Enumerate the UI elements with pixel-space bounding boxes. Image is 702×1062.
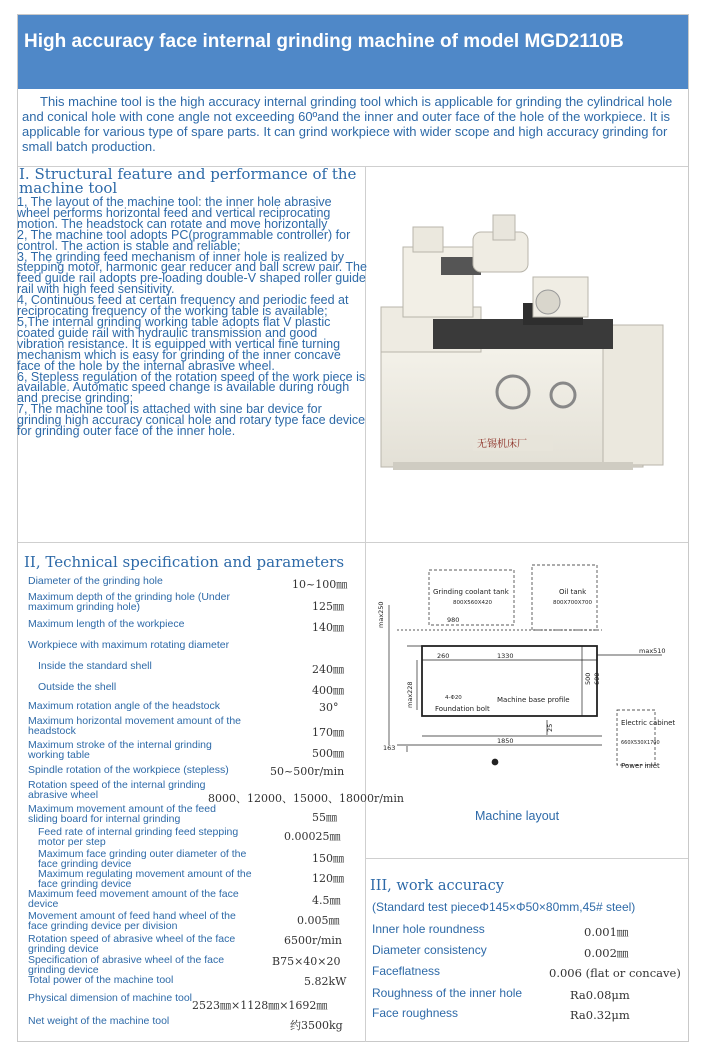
spec-label: Feed rate of internal grinding feed stepping motor per step xyxy=(38,826,239,848)
dim-228: max228 xyxy=(406,681,414,708)
spec-label: Maximum feed movement amount of the face device xyxy=(28,888,239,910)
spec-label: Physical dimension of machine tool xyxy=(28,992,193,1004)
layout-label-base: Machine base profile xyxy=(497,696,570,704)
feature-item: 6, Stepless regulation of the rotation speed of the work piece is available. Automatic speed change is available during rough and precise grinding; xyxy=(17,369,366,406)
layout-label-coolant-dim: 800X560X420 xyxy=(453,600,493,606)
spec-value: 120㎜ xyxy=(312,872,344,885)
spec-value: 400㎜ xyxy=(312,684,344,697)
layout-label-cabinet: Electric cabinet xyxy=(621,719,676,727)
spec-value: B75×40×20 xyxy=(272,955,341,968)
spec-value: 8000、12000、15000、18000r/min xyxy=(208,792,404,805)
page-title: High accuracy face internal grinding machine of model MGD2110B xyxy=(24,31,624,52)
layout-label-coolant: Grinding coolant tank xyxy=(433,588,509,596)
spec-label: Inside the standard shell xyxy=(38,660,152,672)
intro-paragraph: This machine tool is the high accuracy internal grinding tool which is applicable for grinding the cylindrical hole and conical hole with cone angle not exceeding 60ºand the inner and outer face of the hole of the workpiece. It is applicable for various type of spare parts. It can grind workpiece with wider scope and high accuracy grinding for small batch production. xyxy=(22,94,673,154)
accuracy-label: Roughness of the inner hole xyxy=(372,986,523,1000)
feature-item: 3, The grinding feed mechanism of inner hole is realized by stepping motor, harmonic gear reducer and ball screw pair. The feed guide rail adopts pre-loading double-V shaped roller guide rail with high feed sensitivity. xyxy=(17,249,367,297)
accuracy-value: 0.002㎜ xyxy=(584,946,629,960)
accuracy-label: Face roughness xyxy=(372,1006,459,1020)
spec-label: Maximum stroke of the internal grinding working table xyxy=(28,739,212,761)
dim-1330: 1330 xyxy=(497,652,514,660)
spec-value: 125㎜ xyxy=(312,600,344,613)
dim-1850: 1850 xyxy=(497,737,514,745)
spec-value: 10~100㎜ xyxy=(292,578,348,591)
accuracy-value: Ra0.08μm xyxy=(570,988,630,1002)
page-header xyxy=(18,15,688,89)
feature-item: 2, The machine tool adopts PC(programmable controller) for control. The action is stable and reliable; xyxy=(17,227,351,253)
accuracy-label: Inner hole roundness xyxy=(372,922,485,936)
dim-980: 980 xyxy=(447,616,460,624)
spec-label: Spindle rotation of the workpiece (stepless) xyxy=(28,764,229,776)
feature-list xyxy=(17,197,367,437)
spec-label: Outside the shell xyxy=(38,681,117,693)
section1-title: I. Structural feature and performance of the machine tool xyxy=(19,165,357,197)
spec-label: Net weight of the machine tool xyxy=(28,1015,170,1027)
feature-item: 5,The internal grinding working table adopts flat V plastic coated guide rail with hydraulic transmission and good vibration resistance. It is equipped with vertical fine turning mechanism which is easy for grinding of the inner concave face of the hole by the internal abrasive wheel. xyxy=(17,314,341,373)
spec-label: Maximum movement amount of the feed sliding board for internal grinding xyxy=(28,803,216,825)
spec-value: 5.82kW xyxy=(304,975,347,988)
dim-250: max250 xyxy=(377,601,385,628)
spec-label: Diameter of the grinding hole xyxy=(28,575,163,587)
spec-label: Workpiece with maximum rotating diameter xyxy=(28,639,230,651)
spec-value: 6500r/min xyxy=(284,934,342,947)
feature-item: 7, The machine tool is attached with sine bar device for grinding high accuracy conical hole and rotary type face device for grinding outer face of the inner hole. xyxy=(17,402,366,439)
layout-label-bolt-spec: 4-Φ20 xyxy=(445,695,462,701)
dim-260: 260 xyxy=(437,652,450,660)
machine-photo xyxy=(373,207,675,482)
feature-item: 4, Continuous feed at certain frequency and periodic feed at reciprocating frequency of the working table is available; xyxy=(17,293,349,319)
spec-label: Maximum rotation angle of the headstock xyxy=(28,700,221,712)
layout-label-cabinet-dim: 660X530X1700 xyxy=(621,740,660,746)
layout-label-power: Power inlet xyxy=(621,762,660,770)
spec-label: Maximum length of the workpiece xyxy=(28,618,185,630)
layout-label-oil-dim: 800X700X700 xyxy=(553,600,593,606)
spec-label: Maximum horizontal movement amount of the headstock xyxy=(28,715,242,737)
layout-drawing xyxy=(377,560,677,775)
spec-value: 55㎜ xyxy=(312,811,337,824)
spec-label: Total power of the machine tool xyxy=(28,974,174,986)
accuracy-value: 0.001㎜ xyxy=(584,925,629,939)
spec-label: Movement amount of feed hand wheel of the face grinding device per division xyxy=(28,910,236,932)
layout-label-bolt: Foundation bolt xyxy=(435,705,490,713)
spec-value: 2523㎜×1128㎜×1692㎜ xyxy=(192,999,328,1012)
dim-600: 600 xyxy=(593,672,601,685)
spec-value: 140㎜ xyxy=(312,621,344,634)
accuracy-value: Ra0.32μm xyxy=(570,1008,630,1022)
dim-163: 163 xyxy=(383,744,396,752)
section2-title: II, Technical specification and parameters xyxy=(24,553,345,571)
spec-value: 约3500kg xyxy=(290,1019,343,1032)
spec-label: Rotation speed of the internal grinding abrasive wheel xyxy=(28,779,206,801)
layout-caption: Machine layout xyxy=(475,809,560,823)
spec-label: Rotation speed of abrasive wheel of the face grinding device xyxy=(28,933,236,955)
spec-value: 4.5㎜ xyxy=(312,894,341,907)
accuracy-value: 0.006 (flat or concave) xyxy=(549,966,681,980)
machine-sign: 无锡机床厂 xyxy=(477,439,527,450)
spec-value: 50~500r/min xyxy=(270,765,345,778)
spec-value: 240㎜ xyxy=(312,663,344,676)
spec-label: Maximum depth of the grinding hole (Under maximum grinding hole) xyxy=(28,591,230,613)
spec-value: 150㎜ xyxy=(312,852,344,865)
spec-value: 0.00025㎜ xyxy=(284,830,341,843)
spec-value: 30° xyxy=(319,701,339,714)
divider xyxy=(365,858,688,859)
dim-25: 25 xyxy=(546,723,554,732)
spec-label: Maximum face grinding outer diameter of the face grinding device xyxy=(38,848,247,870)
divider xyxy=(18,542,688,543)
section3-subtitle: (Standard test pieceΦ145×Φ50×80mm,45# steel) xyxy=(372,900,636,914)
spec-label: Specification of abrasive wheel of the face grinding device xyxy=(28,954,225,976)
accuracy-label: Faceflatness xyxy=(372,964,441,978)
accuracy-label: Diameter consistency xyxy=(372,943,487,957)
layout-label-oil: Oil tank xyxy=(559,588,587,596)
spec-value: 0.005㎜ xyxy=(297,914,340,927)
dim-500: 500 xyxy=(584,672,592,685)
spec-value: 500㎜ xyxy=(312,747,344,760)
spec-label: Maximum regulating movement amount of the face grinding device xyxy=(38,868,252,890)
spec-value: 170㎜ xyxy=(312,726,344,739)
section3-title: III, work accuracy xyxy=(370,878,504,894)
dim-510: max510 xyxy=(639,647,666,655)
feature-item: 1, The layout of the machine tool: the inner hole abrasive wheel performs horizontal feed and vertical reciprocating motion. The headstock can rotate and move horizontally xyxy=(17,195,332,231)
